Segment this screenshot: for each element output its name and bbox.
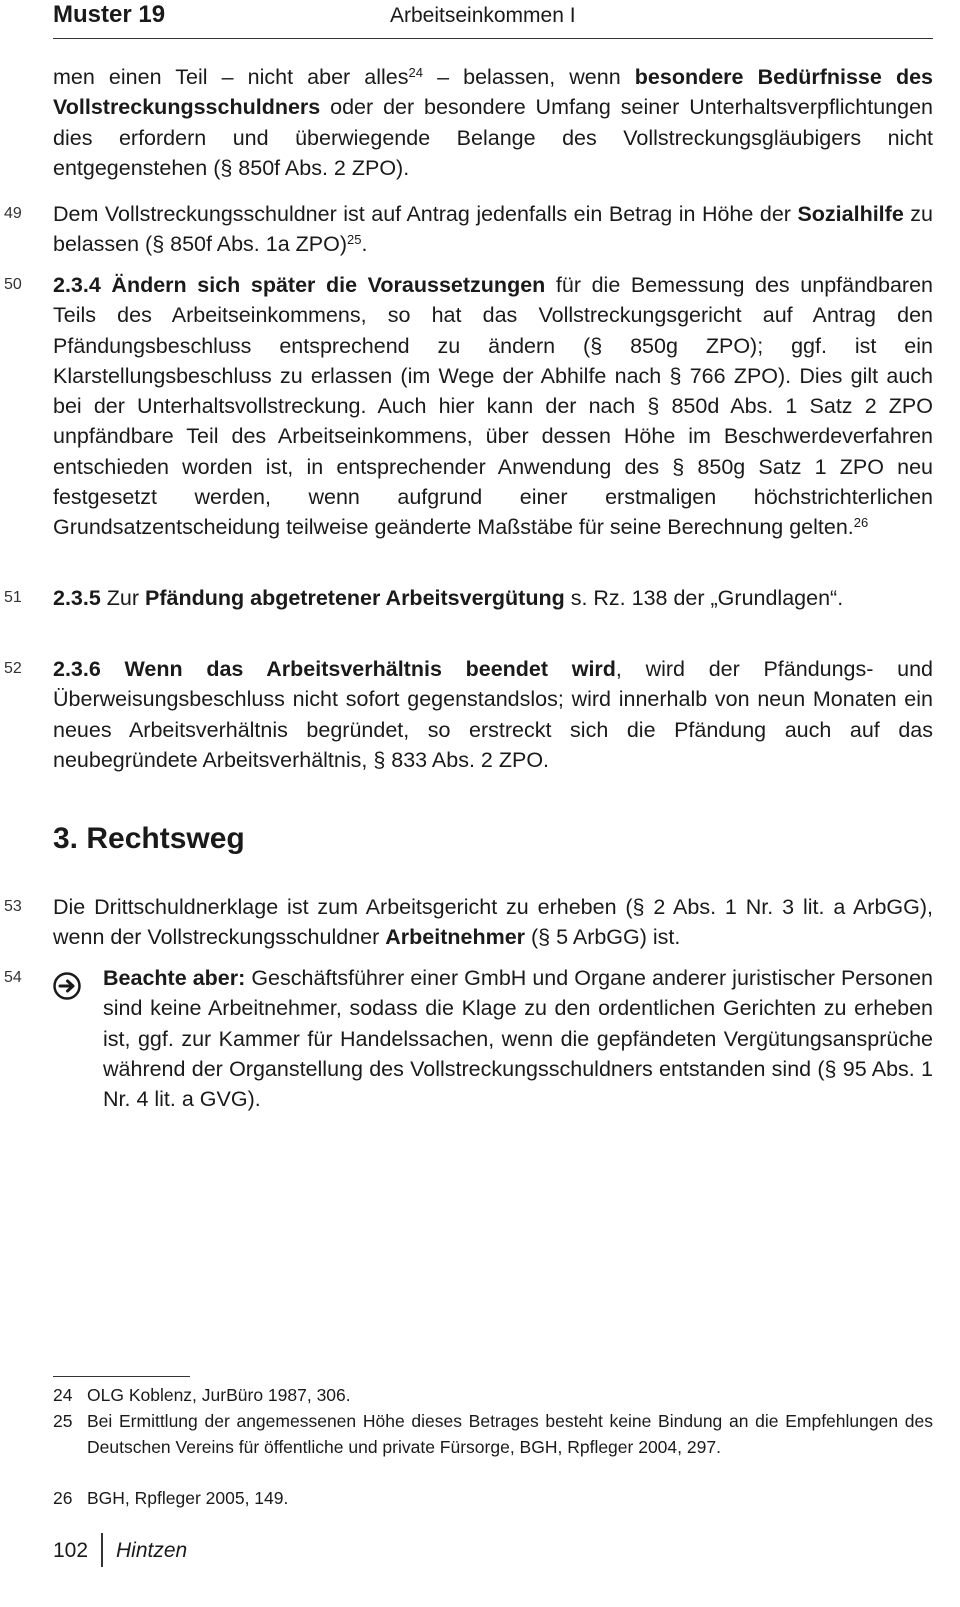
text: men einen Teil – nicht aber alles: [53, 65, 409, 89]
paragraph-53: [53, 892, 933, 953]
bold-text: 2.3.6 Wenn das Arbeitsverhältnis beendet wird: [53, 657, 616, 681]
text: , wird der Pfändungs- und Überweisungsbeschluss nicht sofort gegenstandslos; wird innerhalb von neun Monaten ein neues Arbeitsverhältnis begründet, so erstreckt sich die Pfändung auch auf das neubegründete Arbeitsverhältnis, § 833 Abs. 2 ZPO.: [53, 657, 933, 772]
footnote-divider: [53, 1376, 190, 1377]
bold-text: Beachte aber:: [103, 966, 246, 990]
paragraph-52: [53, 654, 933, 775]
text: – belassen, wenn: [422, 65, 635, 89]
footer-author: Hintzen: [116, 1539, 188, 1562]
footnote-number: 25: [53, 1411, 73, 1431]
footnote: [53, 1409, 933, 1460]
footnote-text: Bei Ermittlung der angemessenen Höhe dieses Betrages besteht keine Bindung an die Empfehlungen des Deutschen Vereins für öffentliche und private Fürsorge, BGH, Rpfleger 2004, 297.: [87, 1411, 933, 1457]
page-number: 102: [53, 1539, 89, 1562]
paragraph-49: [53, 199, 933, 260]
margin-number: 51: [4, 589, 22, 606]
paragraph-51: [53, 583, 933, 613]
text: Geschäftsführer einer GmbH und Organe anderer juristischer Personen sind keine Arbeitnehmer, sodass die Klage zu den ordentlichen Gerichten zu erheben ist, ggf. zur Kammer für Handelssachen, wenn die gepfändeten Vergütungsansprüche während der Organstellung des Vollstreckungsschuldners entstanden sind (§ 95 Abs. 1 Nr. 4 lit. a GVG).: [103, 966, 934, 1112]
footnote-text: OLG Koblenz, JurBüro 1987, 306.: [87, 1385, 351, 1405]
text: oder der besondere Umfang seiner Unterhaltsverpflichtungen dies erfordern und überwiegende Belange des Vollstreckungsgläubigers nicht entgegenstehen (§ 850f Abs. 2 ZPO).: [53, 95, 933, 180]
footnote-number: 24: [53, 1385, 73, 1405]
text: .: [361, 232, 368, 257]
footnote-number: 26: [53, 1488, 73, 1508]
margin-number: 52: [4, 660, 22, 677]
footer-divider: [101, 1533, 103, 1567]
bold-text: Pfändung abgetretener Arbeitsvergütung: [145, 586, 565, 610]
text: s. Rz. 138 der „Grundlagen“.: [564, 586, 844, 610]
footnote-text: BGH, Rpfleger 2005, 149.: [87, 1488, 289, 1508]
header-label: Muster 19: [53, 1, 166, 28]
bold-text: Sozialhilfe: [797, 202, 904, 226]
paragraph-50: [53, 270, 933, 543]
text: für die Bemessung des unpfändbaren Teils des Arbeitseinkommens, so hat das Vollstreckungsgericht auf Antrag den Pfändungsbeschluss entsprechend zu ändern (§ 850g ZPO); ggf. ist ein Klarstellungsbeschluss zu erlassen (im Wege der Abhilfe nach § 766 ZPO). Dies gilt auch bei der Unterhaltsvollstreckung. Auch hier kann der nach § 850d Abs. 1 Satz 2 ZPO unpfändbare Teil des Arbeitseinkommens, über dessen Höhe im Beschwerdeverfahren entschieden worden ist, in entsprechender Anwendung des § 850g Satz 1 ZPO neu festgesetzt werden, wenn aufgrund einer erstmaligen höchstrichterlichen Grundsatzentscheidung teilweise geänderte Maßstäbe für seine Berechnung gelten.: [53, 273, 933, 540]
page-header: [53, 0, 933, 39]
text: Zur: [100, 586, 146, 610]
margin-number: 49: [4, 205, 22, 222]
margin-number: 53: [4, 898, 22, 915]
section-heading: 3. Rechtsweg: [53, 822, 245, 855]
text: zu belassen (§ 850f Abs. 1a ZPO): [53, 202, 933, 257]
footnote: [53, 1486, 933, 1512]
footnote: [53, 1383, 933, 1409]
footnote-ref: 25: [347, 232, 362, 248]
bold-text: Arbeitnehmer: [385, 925, 526, 950]
bold-text: 2.3.5: [53, 586, 101, 610]
margin-number: 54: [4, 969, 22, 986]
text: Die Drittschuldnerklage ist zum Arbeitsgericht zu erheben (§ 2 Abs. 1 Nr. 3 lit. a ArbGG), wenn der Vollstreckungsschuldner: [53, 895, 933, 950]
footnote-ref: 24: [408, 65, 423, 80]
bold-text: 2.3.4 Ändern sich später die Voraussetzungen: [53, 273, 546, 297]
paragraph-54-note: [103, 963, 933, 1114]
text: Dem Vollstreckungsschuldner ist auf Antrag jedenfalls ein Betrag in Höhe der: [53, 202, 798, 226]
margin-number: 50: [4, 276, 22, 293]
paragraph-intro: [53, 62, 933, 183]
header-title: Arbeitseinkommen I: [390, 4, 576, 27]
footnote-ref: 26: [853, 515, 869, 531]
text: (§ 5 ArbGG) ist.: [525, 925, 681, 950]
arrow-right-circle-icon: [53, 972, 81, 1000]
bold-text: besondere Bedürfnisse des Vollstreckungsschuldners: [53, 65, 933, 120]
